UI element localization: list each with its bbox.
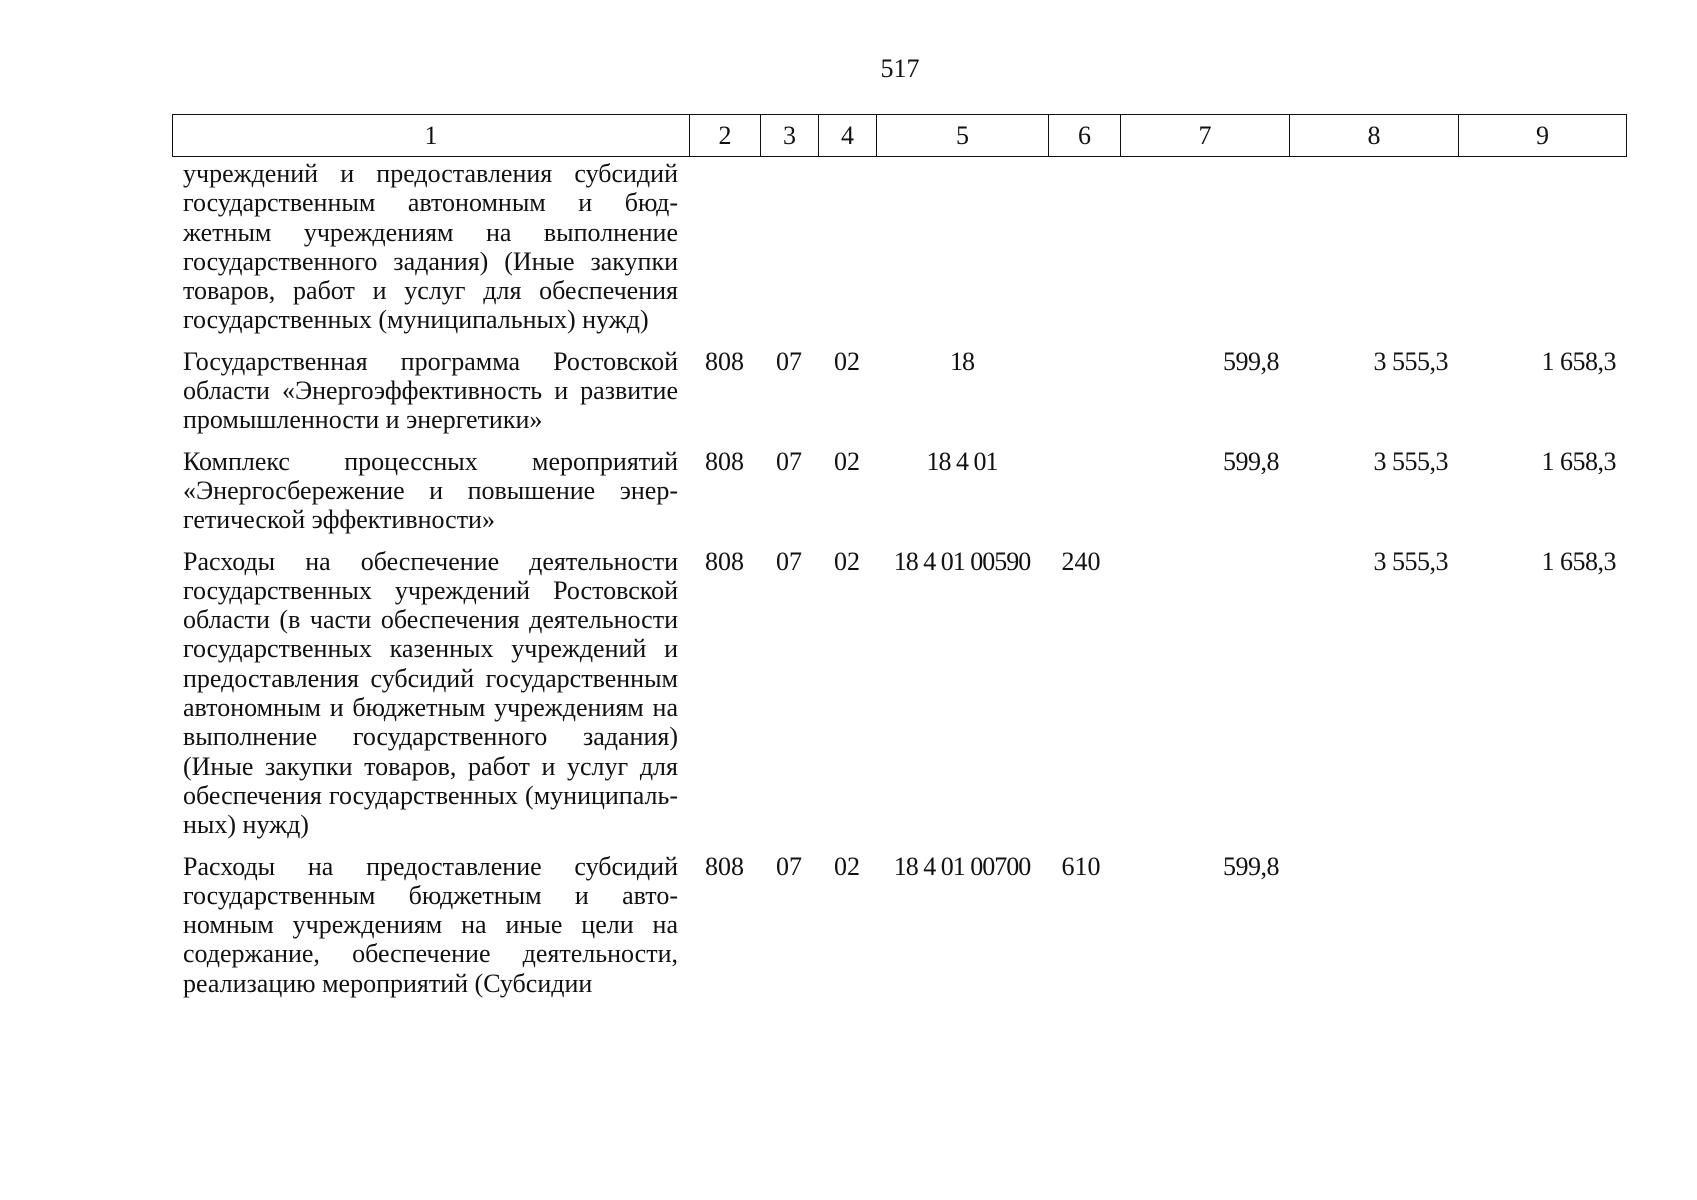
cell-section [760,159,818,347]
column-header-8: 8 [1290,115,1459,157]
cell-subsection [818,159,876,347]
column-header-7: 7 [1121,115,1290,157]
cell-amount-col7 [1120,159,1289,347]
column-header-4: 4 [819,115,877,157]
cell-amount-col7: 599,8 [1223,346,1279,376]
cell-expense-type [1048,447,1120,547]
cell-amount-col7 [1120,547,1289,852]
row-description: Расходы на предоставление субсидий государственным бюджетным и автономным учреждениям на иные цели на содержание, обеспечение деятельности, реализацию мероприятий (Субсидии [183,851,678,998]
cell-target-article: 18 [950,346,974,376]
cell-expense-type: 240 [1061,546,1101,576]
cell-section: 07 [776,546,802,576]
cell-amount-col8 [1289,159,1458,347]
cell-amount-col9: 1 658,3 [1541,346,1616,376]
cell-amount-col9: 1 658,3 [1541,546,1616,576]
column-header-6: 6 [1049,115,1121,157]
cell-amount-col8 [1289,852,1458,1010]
cell-subsection: 02 [834,851,860,881]
column-header-1: 1 [173,115,690,157]
cell-ministry-code: 808 [705,546,744,576]
row-description: Расходы на обеспечение деятельности государственных учреждений Ростовской области (в части обеспечения деятельности государственных казенных учреждений и предоставления субсидий государственным автономным и бюджетным учреждениям на выполнение государственного задания) (Иные закупки товаров, работ и услуг для обеспечения государственных (муниципальных) нужд) [183,546,678,840]
column-header-5: 5 [877,115,1049,157]
cell-target-article: 18 4 01 [926,446,998,476]
cell-target-article [876,159,1048,347]
cell-amount-col8: 3 555,3 [1373,446,1448,476]
cell-amount-col8: 3 555,3 [1373,546,1448,576]
cell-amount-col7: 599,8 [1223,446,1279,476]
cell-ministry-code: 808 [705,346,744,376]
cell-section: 07 [776,851,802,881]
row-description: учреждений и предоставления субсидий государственным автономным и бюджетным учреждениям на выполнение государственного задания) (Иные закупки товаров, работ и услуг для обеспечения государственных (муниципальных) нужд) [183,159,678,335]
cell-target-article: 18 4 01 00700 [893,851,1031,881]
row-description: Государственная программа Ростовской области «Энергоэффективность и развитие промышленности и энергетики» [183,346,678,435]
cell-section: 07 [776,446,802,476]
table-row [172,347,1626,447]
cell-subsection: 02 [834,546,860,576]
cell-target-article: 18 4 01 00590 [893,546,1031,576]
cell-subsection: 02 [834,346,860,376]
row-description: Комплекс процессных мероприятий «Энергосбережение и повышение энергетической эффективности» [183,446,678,535]
cell-amount-col9: 1 658,3 [1541,446,1616,476]
cell-expense-type [1048,347,1120,447]
table-row [172,159,1626,347]
table-row [172,547,1626,852]
cell-ministry-code [689,159,760,347]
cell-subsection: 02 [834,446,860,476]
cell-expense-type [1048,159,1120,347]
cell-ministry-code: 808 [705,446,744,476]
table-row [172,852,1626,1010]
column-header-9: 9 [1459,115,1627,157]
cell-amount-col9 [1458,852,1626,1010]
cell-amount-col7: 599,8 [1223,851,1279,881]
column-header-2: 2 [690,115,761,157]
cell-section: 07 [776,346,802,376]
column-header-row [172,114,1627,157]
cell-ministry-code: 808 [705,851,744,881]
cell-amount-col9 [1458,159,1626,347]
page-number: 517 [880,54,920,83]
cell-amount-col8: 3 555,3 [1373,346,1448,376]
table-row [172,447,1626,547]
budget-table [172,159,1626,1010]
column-header-3: 3 [761,115,819,157]
cell-expense-type: 610 [1061,851,1101,881]
